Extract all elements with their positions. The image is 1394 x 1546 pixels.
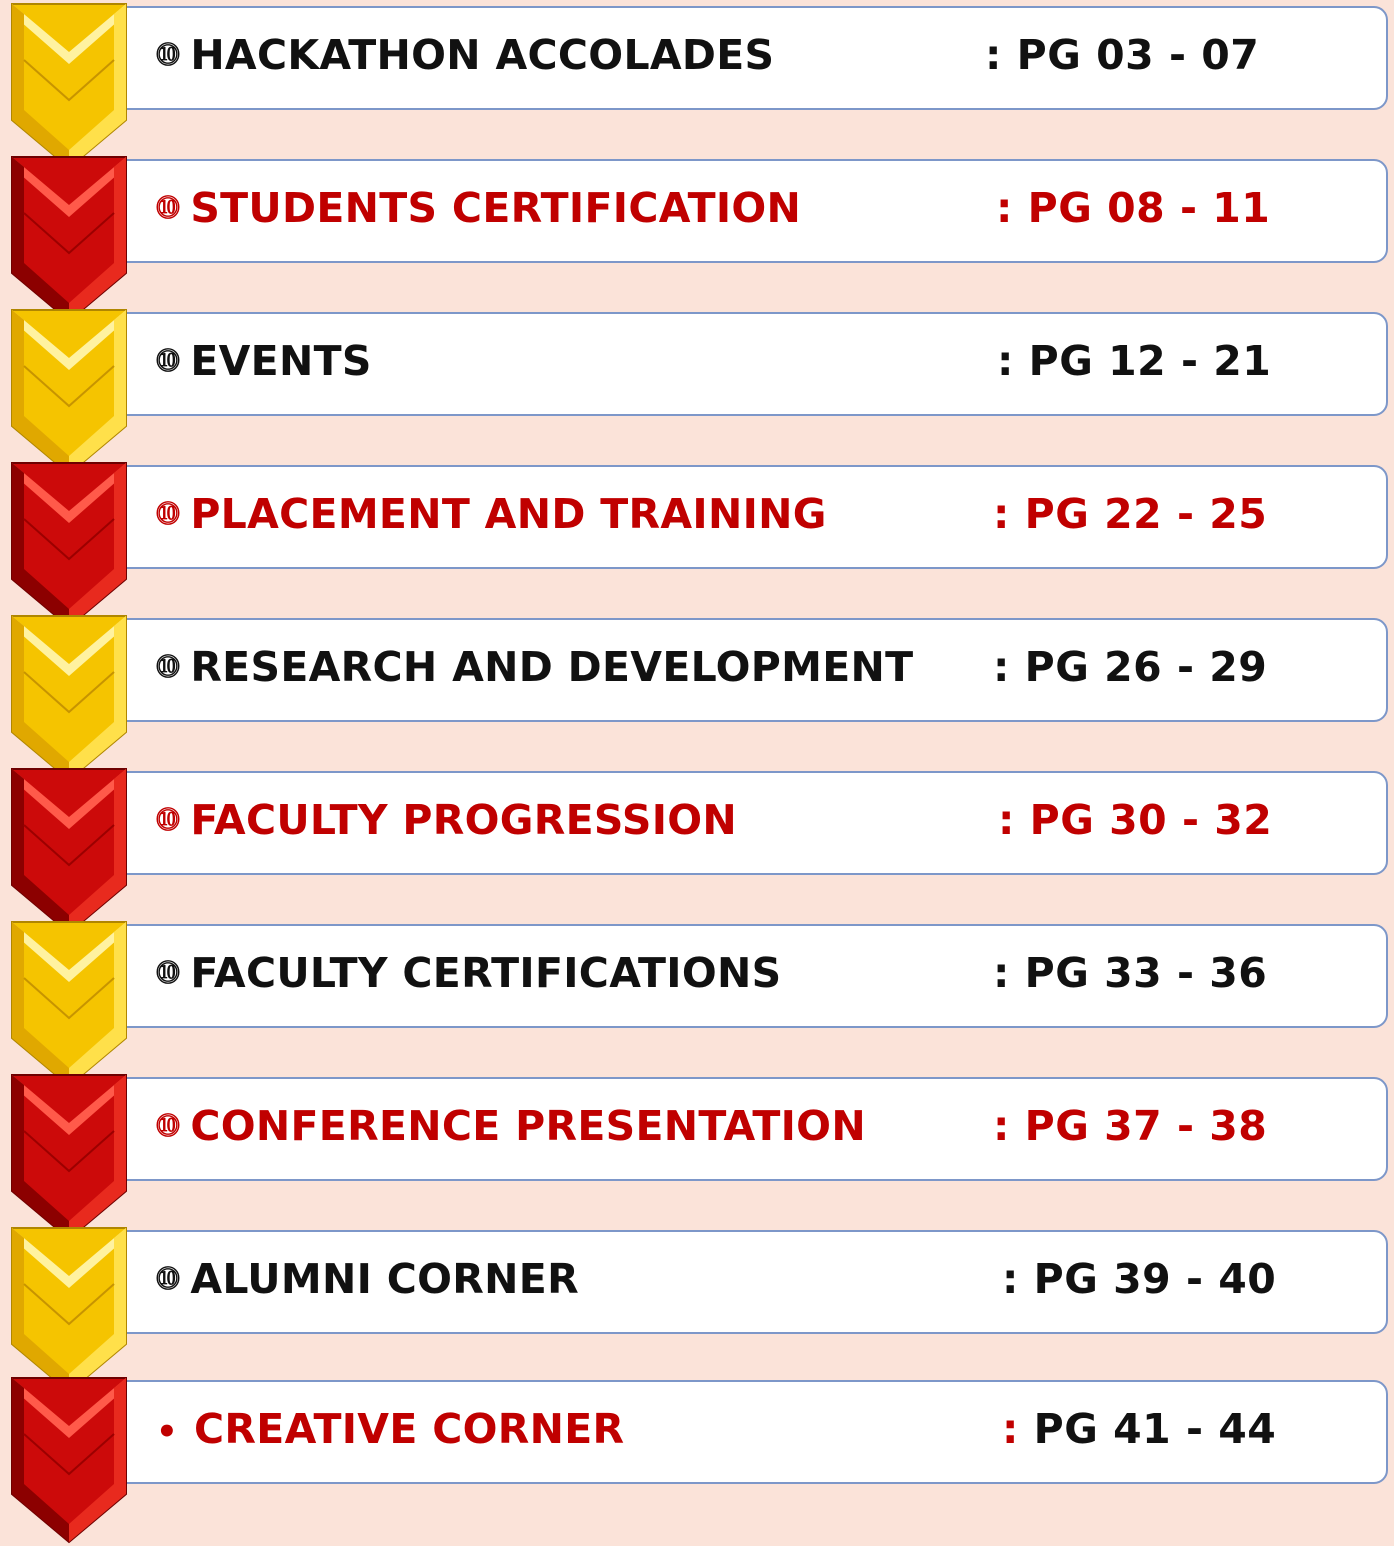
yellow-chevron-icon [8, 918, 130, 1090]
page-range-colon: : [1002, 1405, 1019, 1453]
red-chevron-icon [8, 1071, 130, 1243]
page-range [1002, 1404, 1276, 1454]
bullet-icon: ⓾ [156, 41, 181, 69]
page-range: : PG 26 - 29 [993, 643, 1268, 691]
bullet-icon: ⓾ [156, 959, 181, 987]
section-title [156, 336, 372, 386]
red-chevron-icon [8, 765, 130, 937]
yellow-chevron-icon [8, 1224, 130, 1396]
toc-row-research-and-development[interactable] [0, 612, 1394, 772]
red-chevron-icon [8, 153, 130, 325]
red-chevron-icon [8, 459, 130, 631]
yellow-chevron-icon [8, 612, 130, 784]
toc-row-conference-presentation[interactable] [0, 1071, 1394, 1231]
page-range: : PG 22 - 25 [993, 490, 1268, 538]
section-title [156, 948, 781, 998]
section-title [156, 1101, 866, 1151]
toc-row-events[interactable] [0, 306, 1394, 466]
section-title [156, 642, 913, 692]
toc-row-alumni-corner[interactable] [0, 1224, 1394, 1384]
bullet-icon: • [156, 1412, 179, 1452]
page-range: : PG 37 - 38 [993, 1102, 1268, 1150]
bullet-icon: ⓾ [156, 1265, 181, 1293]
section-title [156, 1254, 579, 1304]
page-range: : PG 08 - 11 [996, 184, 1271, 232]
toc-row-hackathon-accolades[interactable] [0, 0, 1394, 160]
section-title-text: HACKATHON ACCOLADES [190, 31, 775, 79]
page-range: : PG 03 - 07 [985, 31, 1260, 79]
section-title [156, 1404, 624, 1457]
section-title-text: EVENTS [190, 337, 372, 385]
section-title-text: ALUMNI CORNER [190, 1255, 579, 1303]
toc-row-faculty-certifications[interactable] [0, 918, 1394, 1078]
yellow-chevron-icon [8, 306, 130, 478]
section-title-text: RESEARCH AND DEVELOPMENT [190, 643, 914, 691]
bullet-icon: ⓾ [156, 194, 181, 222]
page-range: : PG 12 - 21 [997, 337, 1272, 385]
yellow-chevron-icon [8, 0, 130, 172]
section-title-text: FACULTY PROGRESSION [190, 796, 738, 844]
bullet-icon: ⓾ [156, 347, 181, 375]
section-title [156, 489, 827, 539]
page-range: : PG 33 - 36 [993, 949, 1268, 997]
toc-row-placement-and-training[interactable] [0, 459, 1394, 619]
section-title [156, 795, 737, 845]
bullet-icon: ⓾ [156, 500, 181, 528]
bullet-icon: ⓾ [156, 653, 181, 681]
toc-row-faculty-progression[interactable] [0, 765, 1394, 925]
red-chevron-icon [8, 1374, 130, 1546]
section-title-text: STUDENTS CERTIFICATION [190, 184, 802, 232]
page-range: : PG 30 - 32 [998, 796, 1273, 844]
section-title-text: CONFERENCE PRESENTATION [190, 1102, 866, 1150]
section-title-text: PLACEMENT AND TRAINING [190, 490, 827, 538]
section-title [156, 183, 801, 233]
section-title-text: FACULTY CERTIFICATIONS [190, 949, 782, 997]
page-range-text: PG 41 - 44 [1018, 1405, 1277, 1453]
page-range: : PG 39 - 40 [1002, 1255, 1277, 1303]
section-title [156, 30, 774, 80]
toc-row-students-certification[interactable] [0, 153, 1394, 313]
section-title-text: CREATIVE CORNER [194, 1405, 625, 1453]
bullet-icon: ⓾ [156, 1112, 181, 1140]
toc-row-creative-corner[interactable] [0, 1374, 1394, 1534]
bullet-icon: ⓾ [156, 806, 181, 834]
